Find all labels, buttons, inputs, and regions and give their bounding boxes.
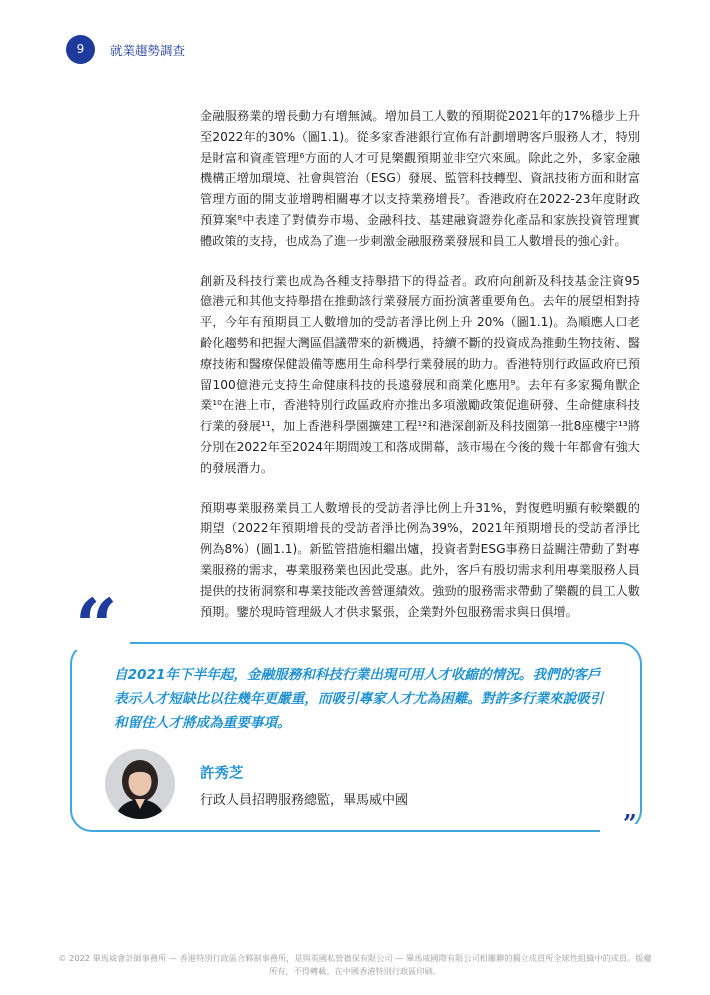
paragraph-financial-services: 金融服務業的增長動力有增無減。增加員工人數的預期從2021年的17%穩步上升至2022年的30%（圖1.1)。從多家香港銀行宣佈有計劃增聘客戶服務人才，特別是財富和資產管理⁶方面的人才可見樂觀預期並非空穴來風。除此之外，多家金融機構正增加環境、社會與管治（ESG）發展、監管科技轉型、資訊技術方面和財富管理方面的開支並增聘相關專才以支持業務增長⁷。香港政府在2022-23年度財政預算案⁸中表達了對債券市場、金融科技、基建融資證券化產品和家族投資管理實體政策的支持，也成為了進一步刺激金融服務業發展和員工人數增長的強心針。	[200, 109, 640, 248]
open-quote-mark-icon: “	[75, 584, 118, 670]
page-number-badge: 9	[66, 35, 95, 64]
paragraph-innovation-technology: 創新及科技行業也成為各種支持舉措下的得益者。政府向創新及科技基金注資95億港元和其他支持舉措在推動該行業發展方面扮演著重要角色。去年的展望相對持平，今年有預期員工人數增加的受訪者淨比例上升 20%（圖1.1)。為順應人口老齡化趨勢和把握大灣區倡議帶來的新機遇，持續不斷的投資成為推動生物技術、醫療技術和醫療保健設備等應用生命科學行業發展的助力。香港特別行政區政府已預留100億港元支持生命健康科技的長遠發展和商業化應用⁹。去年有多家獨角獸企業¹⁰在港上市，香港特別行政區政府亦推出多項激勵政策促進研發、生命健康科技行業的發展¹¹，加上香港科學園擴建工程¹²和港深創新及科技園第一批8座樓宇¹³將分別在2022年至2024年期間竣工和落成開幕，該市場在今後的幾十年都會有強大的發展潛力。	[200, 273, 640, 475]
copyright-footer: © 2022 畢馬威會計師事務所 — 香港特別行政區合夥制事務所，是與英國私營擔保有限公司 — 畢馬威國際有限公司相關聯的獨立成員所全球性組織中的成員。版權所有，不得轉載。在中國香港特別行政區印刷。	[58, 953, 652, 976]
paragraph-professional-services: 預期專業服務業員工人數增長的受訪者淨比例上升31%，對復甦明顯有較樂觀的期望（2022年預期增長的受訪者淨比例為39%，2021年預期增長的受訪者淨比例為8%）(圖1.1)。新監管措施相繼出爐，投資者對ESG事務日益關注帶動了對專業服務的需求，專業服務業也因此受惠。此外，客戶有殷切需求利用專業服務人員提供的技術洞察和專業技能改善營運績效。強勁的服務需求帶動了樂觀的員工人數預期。鑒於現時管理級人才供求緊張，企業對外包服務需求與日俱增。	[200, 500, 640, 619]
speaker-name: 許秀芝	[200, 766, 244, 782]
speaker-avatar	[105, 749, 175, 819]
pull-quote-text: 自2021年下半年起，金融服務和科技行業出現可用人才收縮的情況。我們的客戶表示人才短缺比以往幾年更嚴重，而吸引專家人才尤為困難。對許多行業來說吸引和留住人才將成為重要事項。	[114, 667, 604, 731]
close-quote-mark-icon: ”	[623, 809, 637, 838]
body-text	[200, 106, 640, 641]
running-section-title: 就業趨勢調查	[110, 43, 186, 58]
speaker-job-title: 行政人員招聘服務總監，畢馬威中國	[200, 793, 409, 808]
